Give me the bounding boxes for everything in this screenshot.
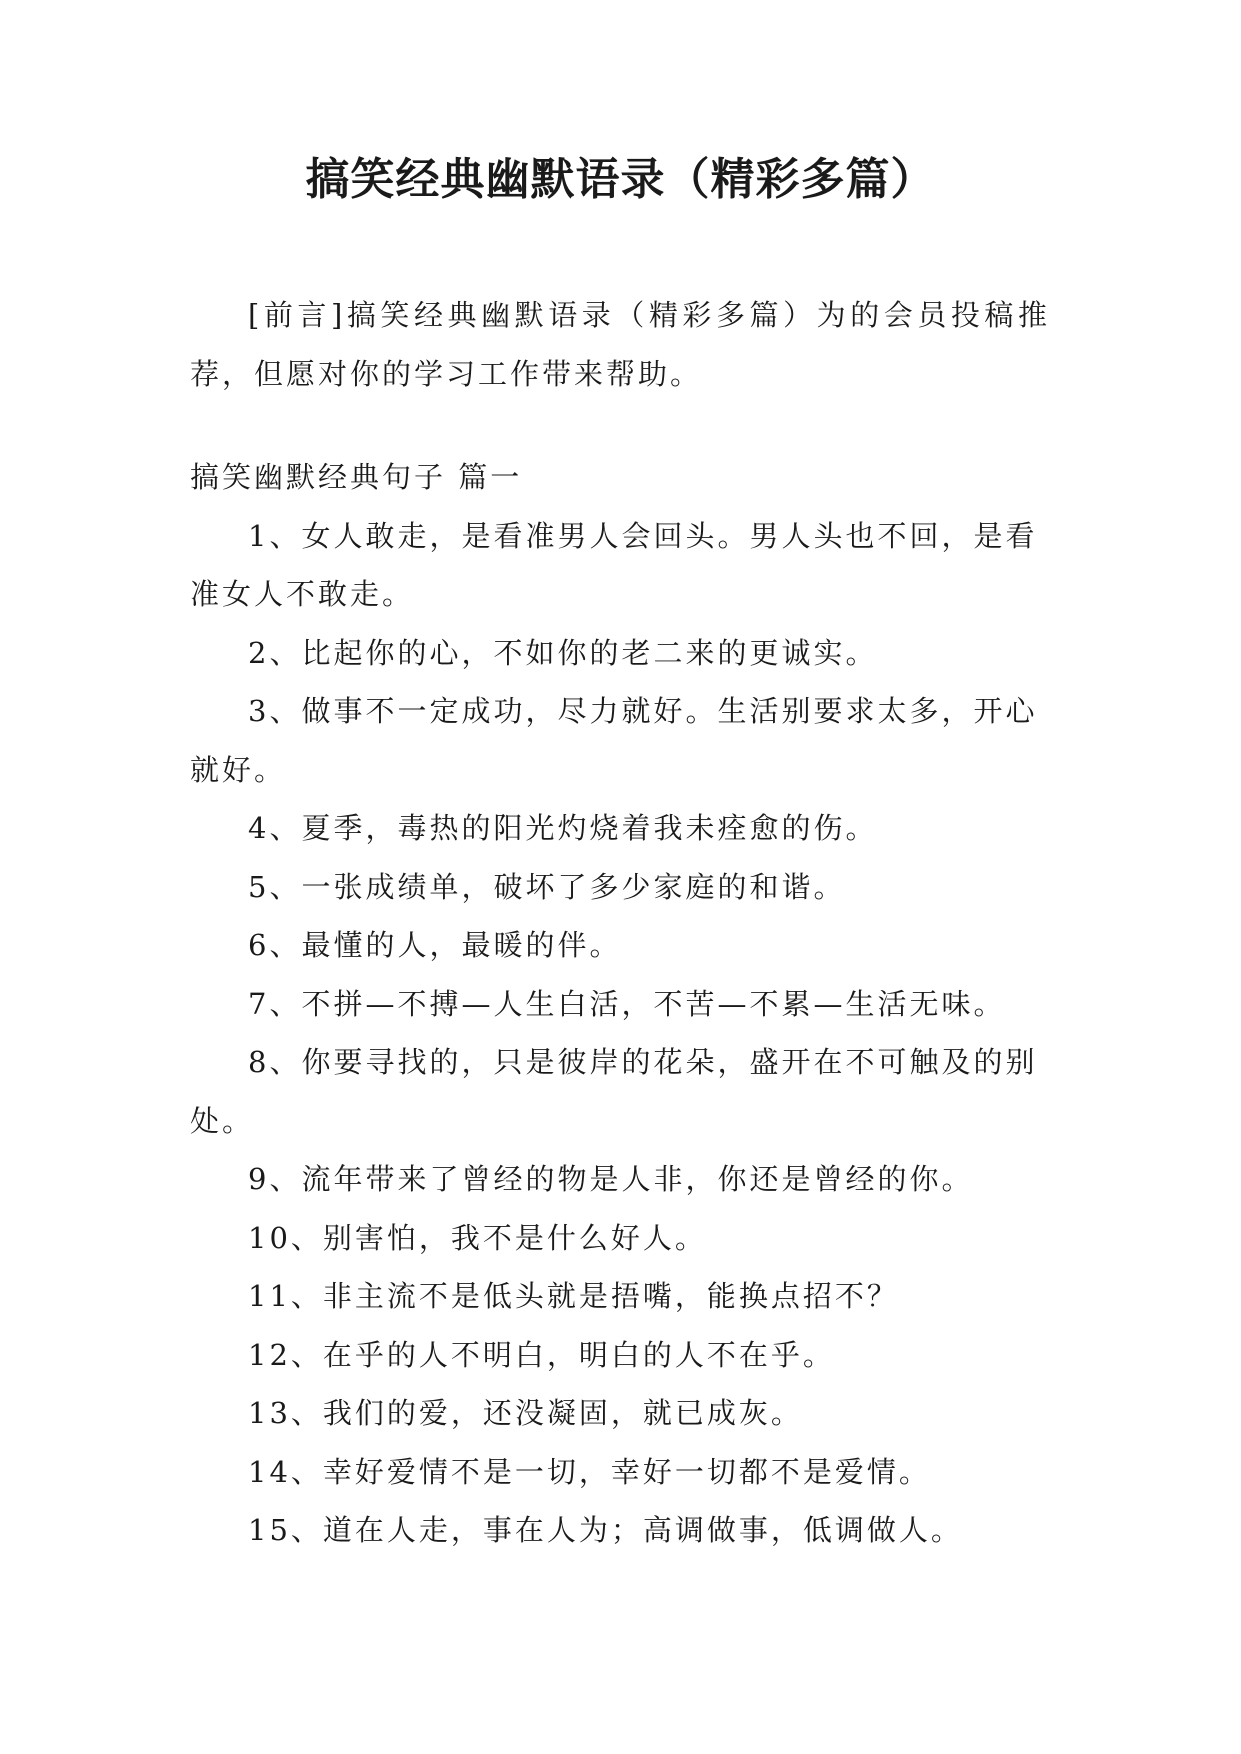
document-body (190, 286, 1050, 1560)
quote-item-13: 13、我们的爱，还没凝固，就已成灰。 (248, 1396, 803, 1430)
preface-paragraph: [前言]搞笑经典幽默语录（精彩多篇）为的会员投稿推荐，但愿对你的学习工作带来帮助。 (190, 298, 1050, 391)
quote-item-10: 10、别害怕，我不是什么好人。 (248, 1220, 707, 1255)
quote-item-6: 6、最懂的人，最暖的伴。 (248, 928, 622, 962)
quote-item-12: 12、在乎的人不明白，明白的人不在乎。 (248, 1337, 835, 1372)
quote-item-14: 14、幸好爱情不是一切，幸好一切都不是爱情。 (248, 1454, 931, 1489)
quote-item-15: 15、道在人走，事在人为；高调做事，低调做人。 (248, 1513, 963, 1547)
quote-item-5: 5、一张成绩单，破坏了多少家庭的和谐。 (248, 869, 846, 904)
quote-item-4: 4、夏季，毒热的阳光灼烧着我未痊愈的伤。 (248, 811, 878, 845)
document-title: 搞笑经典幽默语录（精彩多篇） (305, 154, 936, 205)
quote-item-8: 8、你要寻找的，只是彼岸的花朵，盛开在不可触及的别处。 (190, 1045, 1038, 1138)
section-heading: 搞笑幽默经典句子 篇一 (190, 460, 523, 494)
quote-item-7: 7、不拼—不搏—人生白活，不苦—不累—生活无味。 (248, 986, 1006, 1021)
quote-item-1: 1、女人敢走，是看准男人会回头。男人头也不回，是看准女人不敢走。 (190, 518, 1038, 611)
quote-item-9: 9、流年带来了曾经的物是人非，你还是曾经的你。 (248, 1162, 974, 1196)
quote-item-11: 11、非主流不是低头就是捂嘴，能换点招不？ (248, 1279, 899, 1313)
quote-item-2: 2、比起你的心，不如你的老二来的更诚实。 (248, 635, 878, 670)
quote-item-3: 3、做事不一定成功，尽力就好。生活别要求太多，开心就好。 (190, 694, 1038, 787)
